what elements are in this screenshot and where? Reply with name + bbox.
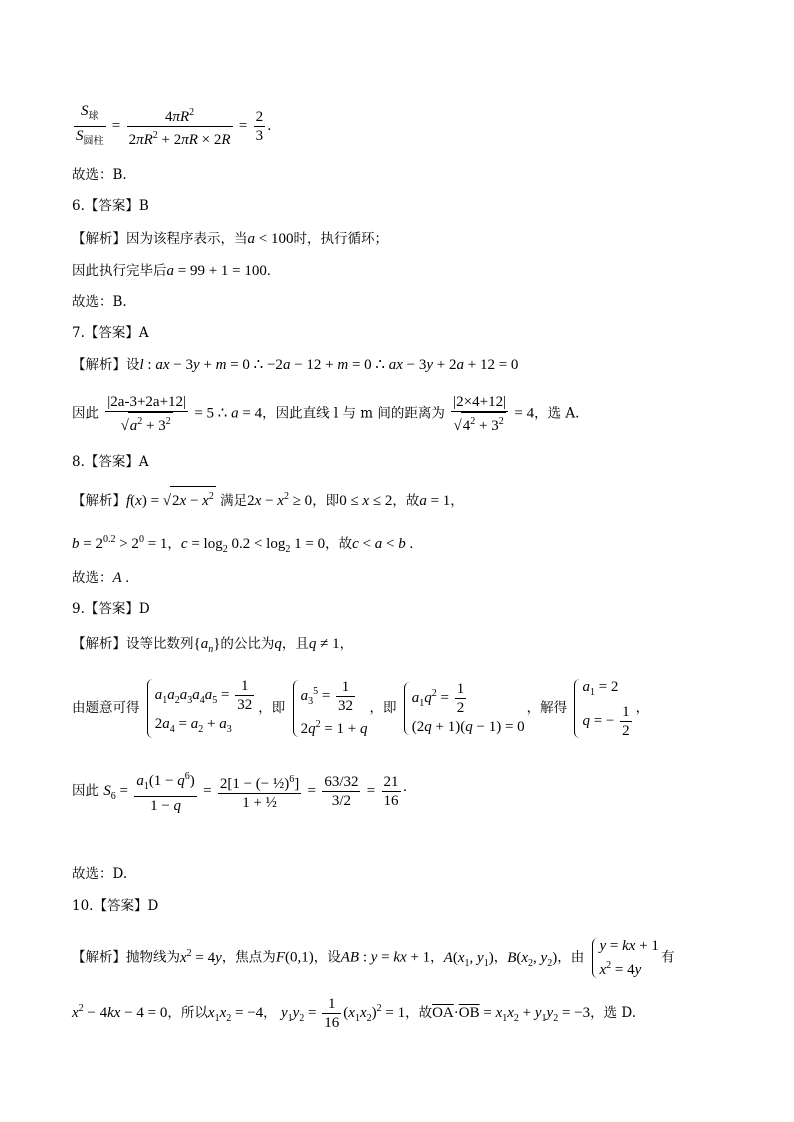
- fraction-two-thirds: $\frac{2}{3}$: [255, 109, 264, 144]
- q8-compare: $b = 2^{0.2} > 2^0 = 1$，$c = \log_2 0.2 < \log_2 1 = 0$，故c < a < b .: [72, 534, 414, 555]
- q8-analysis: 【解析】$f(x) = √2x - x^2$ 满足$2x - x^2 \ge 0$，即0 ≤ x ≤ 2，故a = 1，: [72, 486, 464, 511]
- q10-analysis: 【解析】抛物线为$x^2 = 4y$，焦点为F(0,1)，设AB : y = kx + 1，$A(x_1$, $y_1$)，$B(x_2$, $y_2$)，由 y = kx + 1 $x^2 = 4y$ 有: [72, 938, 675, 978]
- q6-analysis: 【解析】因为该程序表示，当a < 100时，执行循环；: [72, 231, 388, 247]
- q10-result: $x^2 - 4kx - 4 = 0$，所以$x_1x_2 = -4$， $y_1y_2$ = $\frac{1}{16}$ $(x_1x_2)^2 = 1$，故$\overline{OA}\cdot\overline{OB} = x_1x_2 + y_1y_2 = -3$，选 D.: [72, 996, 637, 1031]
- q8-answer: 8.【答案】A: [72, 454, 149, 470]
- q7-answer: 7.【答案】A: [72, 325, 149, 341]
- line-ratio: $\frac{S_球}{S_{圆柱}}$ = $\frac{4\pi R^2}{2\pi R^2 + 2\pi R \times 2R}$ = $\frac{2}{3}$ .: [72, 102, 271, 151]
- q7-distance: 因此 $\frac{|2a-3+2a+12|}{√a^2 + 3^2}$ = 5 ∴ a = 4，因此直线 l 与 m 间的距离为 $\frac{|2\times 4+12|}{√4^2 + 3^2}$ = 4，选 A.: [72, 394, 580, 434]
- answer-line: 故选：B.: [72, 294, 127, 310]
- q6-result: 因此执行完毕后a = 99 + 1 = 100.: [72, 263, 271, 279]
- q7-analysis: 【解析】设l : ax − 3y + m = 0 ∴ −2a − 12 + m = 0 ∴ ax − 3y + 2a + 12 = 0: [72, 357, 519, 373]
- answer-line: 故选：D.: [72, 866, 128, 882]
- q9-system: 由题意可得 $a_1a_2a_3a_4a_5$ = $\frac{1}{32}$ $2a_4 = a_2 + a_3$ ，即 $a_3^5$ = $\frac{1}{32}$ $2q^2 = 1 + q$ ，即 $a_1q^2$ = $\frac{1}{2}$ (2q + 1)(q − 1) = 0 ，解得 $a_1 = 2$ q = − $\frac{1}{2}$ ，: [72, 678, 650, 739]
- answer-line: 故选：B.: [72, 167, 127, 183]
- fraction-s: $\frac{S_球}{S_{圆柱}}$: [76, 103, 104, 147]
- q6-answer: 6.【答案】B: [72, 198, 149, 214]
- q9-answer: 9.【答案】D: [72, 601, 150, 617]
- fraction-area: $\frac{4\pi R^2}{2\pi R^2 + 2\pi R \times 2R}$: [127, 104, 233, 149]
- q10-answer: 10.【答案】D: [72, 898, 159, 914]
- q9-sum: 因此 $S_6$ = $\frac{a_1(1 - q^6)}{1 - q}$ = $\frac{2[1 - (- \frac{1}{2})^6]}{\text{1 + ½}}$ = $\frac{63/32}{3/2}$ = $\frac{21}{16}$ ·: [72, 768, 408, 815]
- answer-line: 故选：A .: [72, 570, 130, 586]
- q9-analysis: 【解析】设等比数列$\{a_n\}$的公比为q，且q ≠ 1，: [72, 636, 354, 655]
